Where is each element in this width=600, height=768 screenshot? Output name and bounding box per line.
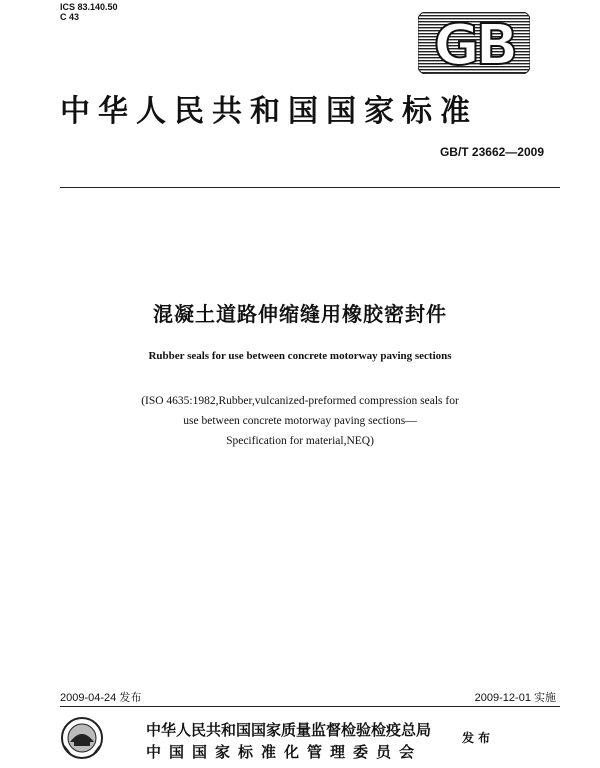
footer-divider xyxy=(60,706,560,707)
document-title-english: Rubber seals for use between concrete motorway paving sections xyxy=(148,350,452,362)
classification-codes xyxy=(60,2,118,22)
aqsiq-emblem-icon xyxy=(60,716,104,760)
issue-date: 2009-04-24 发布 xyxy=(60,692,142,704)
ics-code: ICS 83.140.50 xyxy=(60,2,118,12)
issuer-line: 中华人民共和国国家质量监督检验检疫总局 xyxy=(146,721,432,739)
issuing-authorities xyxy=(146,719,431,763)
iso-reference-line: (ISO 4635:1982,Rubber,vulcanized-preformed compression seals for xyxy=(141,395,459,407)
publish-label: 发布 xyxy=(462,731,495,745)
gb-logo xyxy=(418,12,530,74)
iso-reference-line: use between concrete motorway paving sections— xyxy=(183,415,417,427)
national-standard-title: 中华人民共和国国家标准 xyxy=(60,94,478,129)
ccs-code: C 43 xyxy=(60,12,80,22)
issuer-line: 中国国家标准化管理委员会 xyxy=(146,743,423,761)
standard-code: GB/T 23662—2009 xyxy=(439,145,544,159)
iso-reference xyxy=(60,391,540,451)
implementation-date: 2009-12-01 实施 xyxy=(474,692,556,704)
iso-reference-line: Specification for material,NEQ) xyxy=(226,435,374,447)
svg-text:GB: GB xyxy=(433,13,515,74)
header-divider xyxy=(60,187,560,188)
document-title-chinese: 混凝土道路伸缩缝用橡胶密封件 xyxy=(153,302,447,326)
